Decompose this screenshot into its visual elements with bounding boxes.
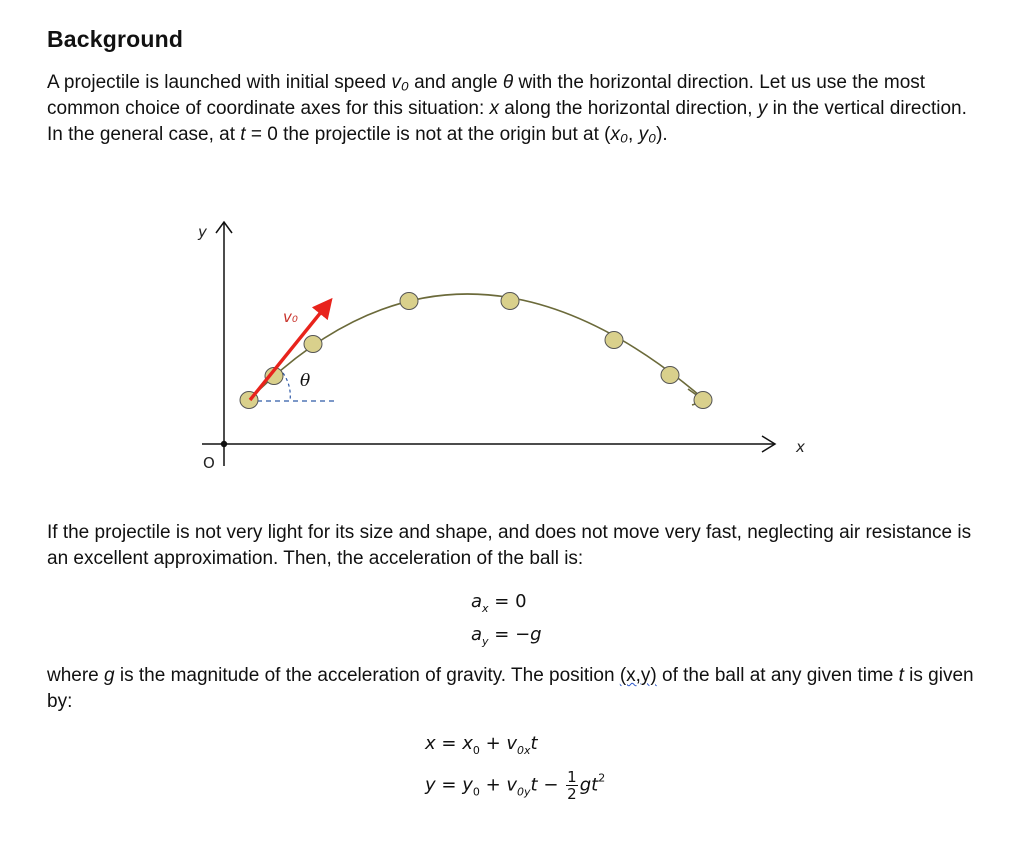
ball [400, 293, 418, 310]
equation-ax: $a_x = 0$ [471, 591, 527, 615]
intro-paragraph: A projectile is launched with initial speed v₀ and angle θ with the horizontal direction. Let us use the most common choice of coordinate axes for this situation: x along the horizontal direction, y in the vertical direction. In the general case, at t = 0 the projectile is not at the origin but at (x₀, y₀). [47, 72, 967, 145]
ball [501, 293, 519, 310]
x-axis-label: x [796, 438, 805, 456]
origin-dot [221, 441, 227, 447]
y-axis-label: y [198, 223, 207, 241]
section-heading: Background [47, 26, 184, 52]
ball [605, 332, 623, 349]
air-resistance-paragraph: If the projectile is not very light for its size and shape, and does not move very fast, neglecting air resistance is an excellent approximation. Then, the acceleration of the ball is: [47, 522, 972, 569]
spellcheck-underlined-xy: (x,y) [619, 665, 657, 686]
v0-label: v₀ [283, 308, 298, 326]
one-half-fraction: $\frac{1}{2}$ [567, 768, 577, 803]
theta-label: θ [300, 371, 311, 391]
ball [694, 392, 712, 409]
position-paragraph: where g is the magnitude of the acceleration of gravity. The position (x,y) of the ball at any given time t is given by: [47, 665, 974, 712]
angle-arc [283, 373, 290, 401]
ball [661, 367, 679, 384]
ball-positions [240, 293, 712, 409]
equation-x-position: $x = x_0 + v_{0x}t$ [425, 733, 538, 757]
equation-y-position: $y = y_0 + v_{0y}t$ − $\frac{1}{2}$ $gt^2$ [425, 768, 606, 803]
equation-ay: $a_y = -g$ [471, 624, 542, 648]
ball [304, 336, 322, 353]
origin-label: O [203, 454, 215, 472]
